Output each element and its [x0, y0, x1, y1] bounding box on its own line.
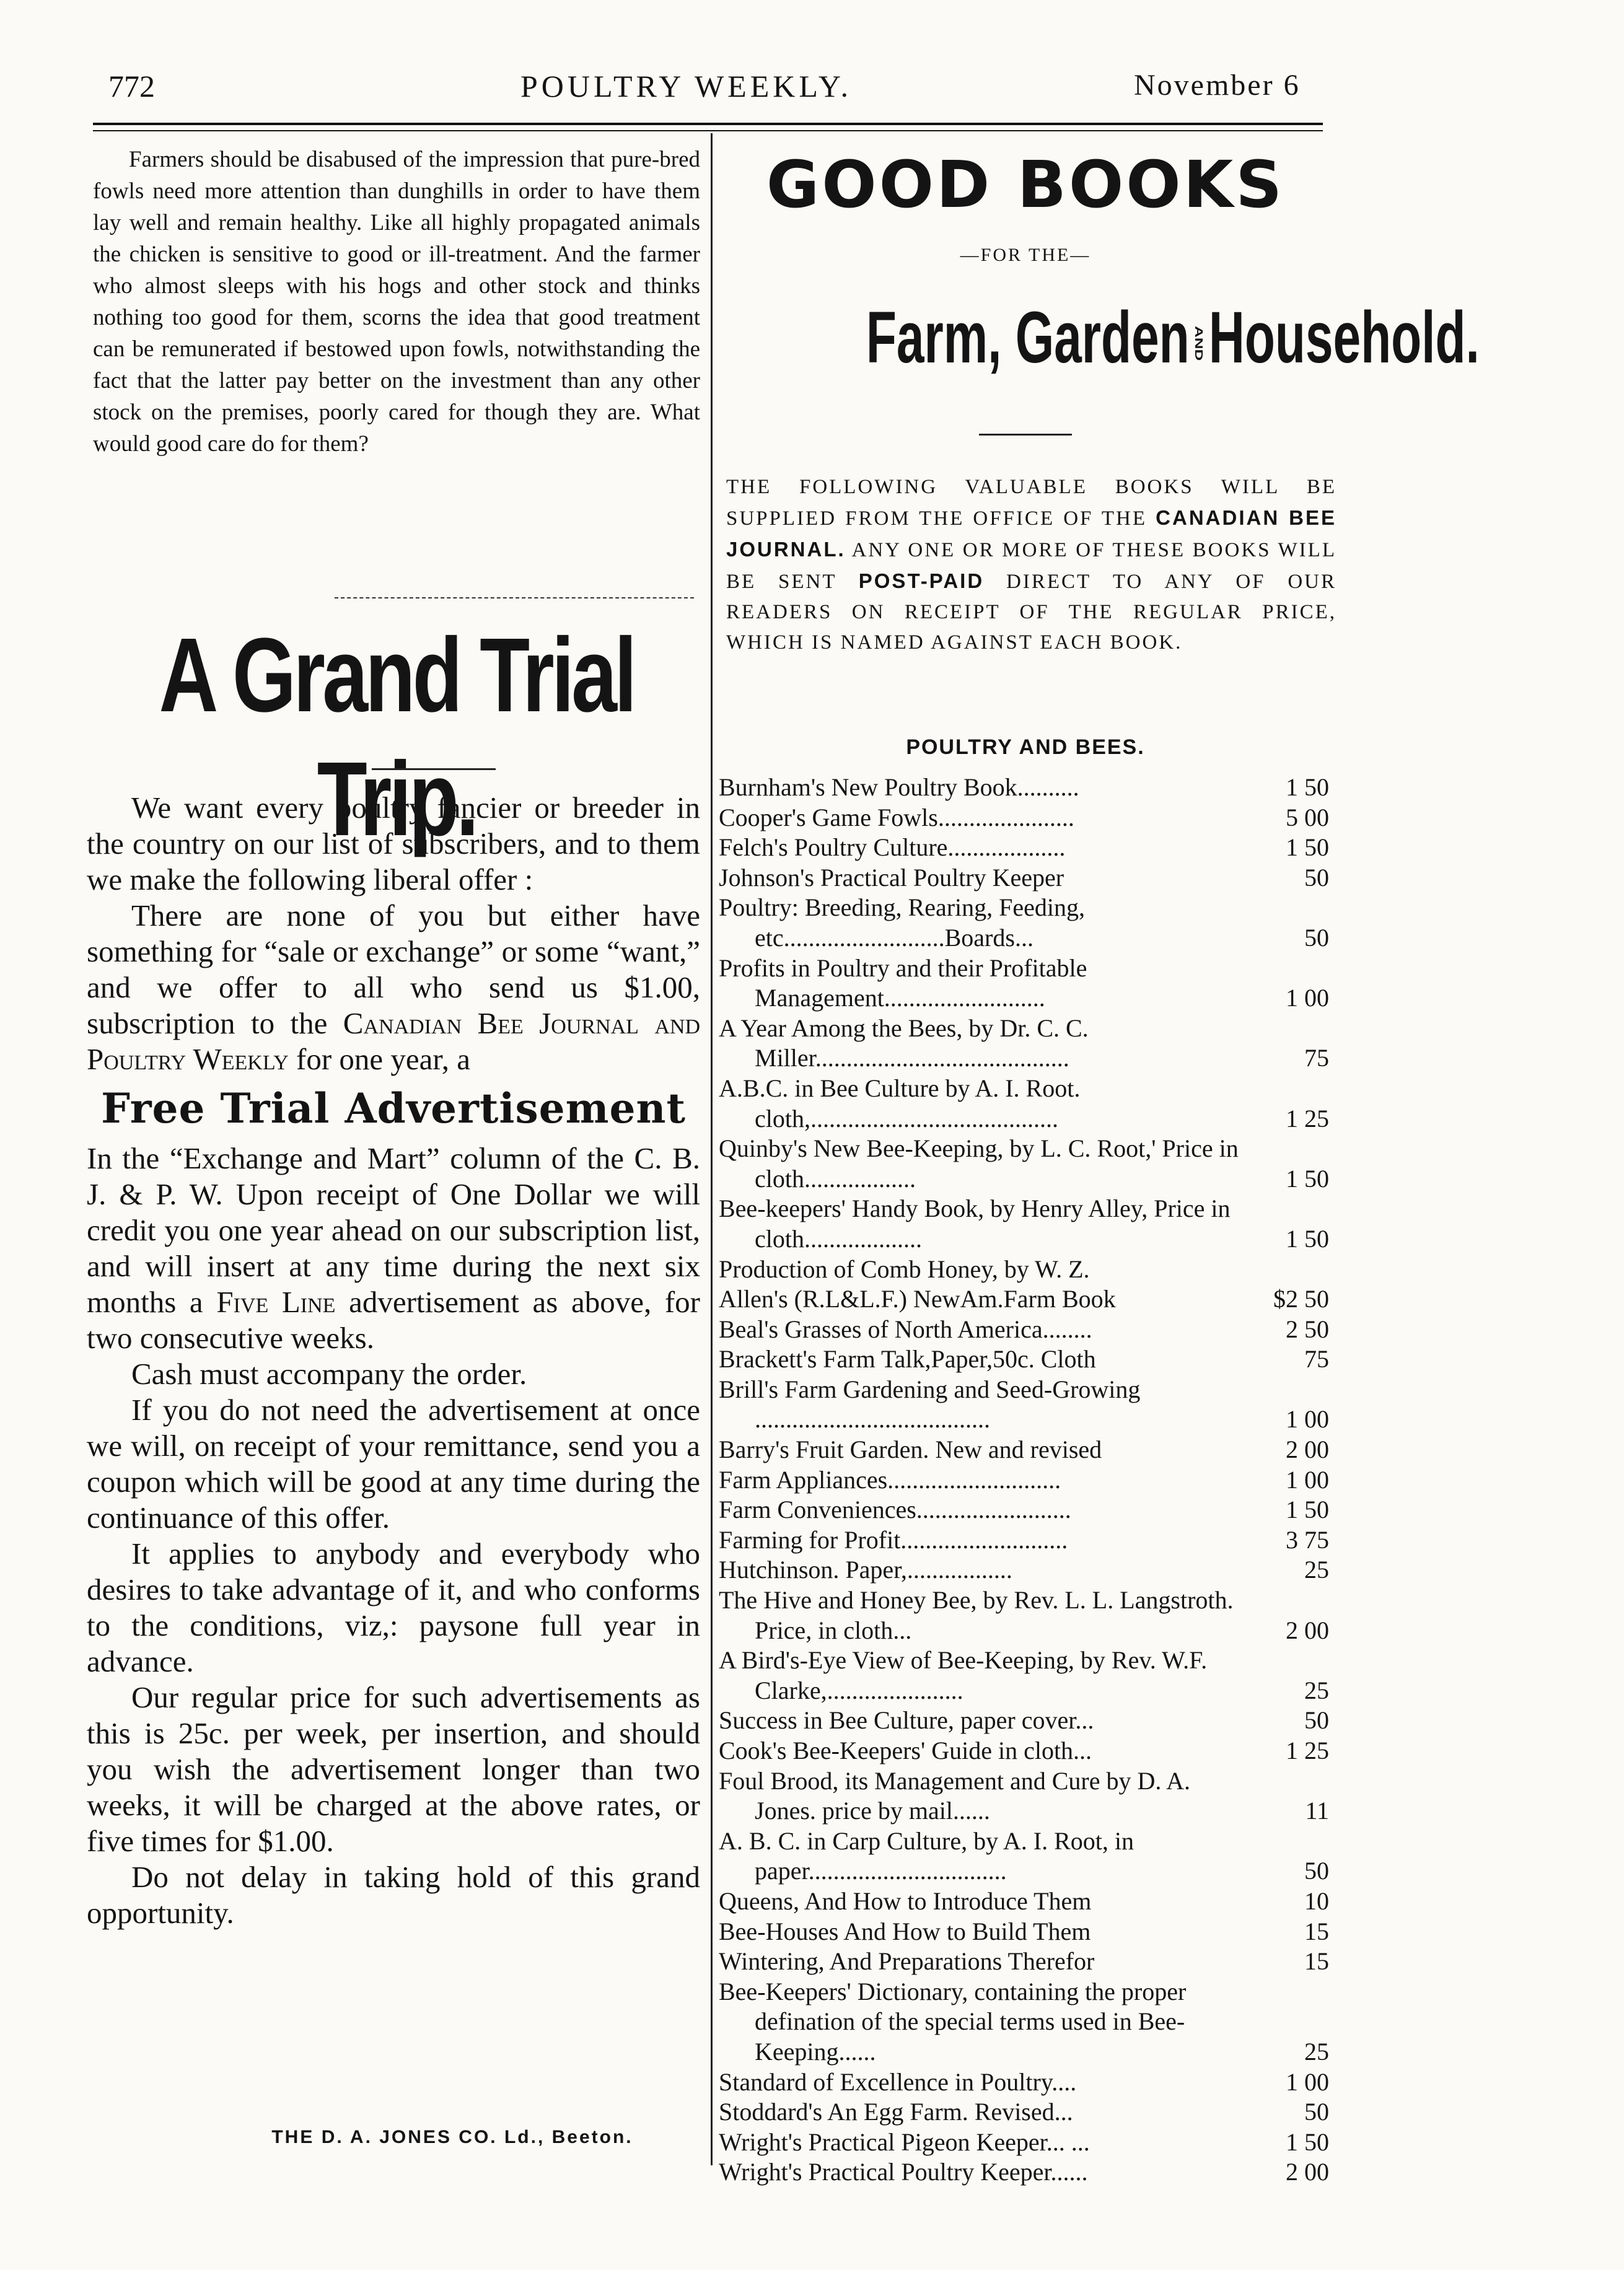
book-list-item — [719, 1344, 1329, 1375]
book-price: 1 50 — [1286, 1224, 1329, 1253]
offer-paragraph-8: Do not delay in taking hold of this grand opportunity. — [87, 1860, 700, 1930]
book-title: A.B.C. in Bee Culture by A. I. Root. cloth,........................................ — [719, 1074, 1081, 1133]
book-list-item — [719, 1917, 1329, 1947]
book-price: 25 — [1304, 1556, 1329, 1584]
book-price: 1 50 — [1286, 833, 1329, 862]
book-price: 1 50 — [1286, 773, 1329, 801]
farmers-article — [93, 144, 700, 460]
notice-post-paid: POST-PAID — [858, 569, 985, 592]
header-rule-thin — [93, 130, 1323, 131]
book-price: 25 — [1304, 1676, 1329, 1704]
book-list-item — [719, 1706, 1329, 1736]
farm-garden-text: Farm, Garden — [866, 297, 1190, 379]
book-list-item — [719, 1495, 1329, 1525]
book-title: Hutchinson. Paper,................. — [719, 1556, 1012, 1584]
book-list-item — [719, 833, 1329, 863]
offer-p2-end: for one year, a — [288, 1042, 470, 1076]
book-list-item — [719, 1435, 1329, 1465]
book-price: 75 — [1304, 1044, 1329, 1072]
book-title: Bee-keepers' Handy Book, by Henry Alley, Price in cloth................... — [719, 1194, 1231, 1253]
book-list-item — [719, 1826, 1329, 1887]
book-price: 25 — [1304, 2037, 1329, 2066]
for-the-subheading: —FOR THE— — [960, 245, 1091, 265]
five-line-text: Five Line — [216, 1285, 336, 1319]
notice-text-2: ANY ONE OR MORE OF THESE BOOKS WILL BE SENT — [726, 539, 1337, 593]
book-title: The Hive and Honey Bee, by Rev. L. L. Langstroth. Price, in cloth... — [719, 1586, 1234, 1644]
book-list-item — [719, 1014, 1329, 1074]
issue-date: November 6 — [1134, 69, 1301, 102]
book-price: 2 50 — [1286, 1315, 1329, 1343]
book-list-item — [719, 1134, 1329, 1194]
book-title: Beal's Grasses of North America........ — [719, 1315, 1092, 1343]
offer-p3-text: In the “Exchange and Mart” column of the C. B. J. & P. W. Upon receipt of One Dollar we will credit you one year ahead on our subscription list, and will insert at any time during the next six months a — [87, 1141, 700, 1319]
household-text: Household. — [1208, 297, 1480, 379]
book-title: Allen's (R.L&L.F.) NewAm.Farm Book — [719, 1285, 1116, 1313]
book-title: Bee-Keepers' Dictionary, containing the proper defination of the special terms used in Bee-Keeping...... — [719, 1977, 1187, 2066]
offer-paragraph-4: Cash must accompany the order. — [131, 1357, 527, 1391]
farm-garden-household-heading — [722, 291, 1480, 384]
offer-paragraph-6: It applies to anybody and everybody who desires to take advantage of it, and who conforms to the conditions, viz,: paysone full year in advance. — [87, 1536, 700, 1678]
headline-rule — [372, 768, 496, 770]
book-list-item — [719, 2128, 1329, 2158]
offer-p2-text: There are none of you but either have something for “sale or exchange” or some “want,” and we offer to all who send us $1.00, subscription to the — [87, 898, 700, 1040]
book-list-item — [719, 953, 1329, 1014]
book-list-item — [719, 2067, 1329, 2098]
book-list-item — [719, 1525, 1329, 1556]
book-list-item — [719, 893, 1329, 953]
book-price: 5 00 — [1286, 803, 1329, 831]
page-number: 772 — [108, 69, 155, 103]
book-title: Brackett's Farm Talk,Paper,50c. Cloth — [719, 1345, 1096, 1374]
book-list-item — [719, 1646, 1329, 1706]
offer-paragraph-2 — [87, 898, 700, 1077]
book-title: A. B. C. in Carp Culture, by A. I. Root, in paper................................ — [719, 1826, 1134, 1885]
book-title: Farm Appliances............................ — [719, 1465, 1061, 1494]
book-title: Wright's Practical Pigeon Keeper... ... — [719, 2128, 1090, 2156]
book-title: Burnham's New Poultry Book.......... — [719, 773, 1079, 801]
book-list-item — [719, 1375, 1329, 1435]
publisher-imprint: THE D. A. JONES CO. Ld., Beeton. — [271, 2127, 633, 2147]
book-title: Bee-Houses And How to Build Them — [719, 1917, 1091, 1945]
book-price: $2 50 — [1273, 1285, 1329, 1313]
book-title: Brill's Farm Gardening and Seed-Growing ...................................... — [719, 1375, 1141, 1434]
book-price: 2 00 — [1286, 1616, 1329, 1644]
farmers-paragraph: Farmers should be disabused of the impression that pure-bred fowls need more attention than dunghills in order to have them lay well and remain healthy. Like all highly propagated animals the chicken is sensitive to good or ill-treatment. And the farmer who almost sleeps with his hogs and other stock and thinks nothing too good for them, scorns the idea that good treatment can be remunerated if bestowed upon fowls, notwithstanding the fact that the latter pay better on the investment than any other stock on the premises, poorly cared for though they are. What would good care do for them? — [93, 147, 700, 457]
book-list-item — [719, 1977, 1329, 2067]
free-trial-heading: Free Trial Advertisement — [101, 1084, 686, 1133]
book-price: 1 50 — [1286, 2128, 1329, 2156]
book-title: Foul Brood, its Management and Cure by D. A. Jones. price by mail...... — [719, 1766, 1191, 1825]
book-list-item — [719, 1465, 1329, 1496]
article-separator — [335, 597, 694, 598]
category-heading: POULTRY AND BEES. — [906, 735, 1145, 759]
grand-trial-headline: A Grand Trial Trip. — [159, 616, 634, 858]
book-price: 50 — [1304, 863, 1329, 892]
book-list-item — [719, 863, 1329, 893]
trial-offer-article — [87, 790, 700, 1931]
offer-p3-end: advertisement as above, for two consecutive weeks. — [87, 1285, 700, 1355]
book-price: 50 — [1304, 1857, 1329, 1885]
header-rule — [93, 123, 1323, 125]
and-small-text: AND — [1193, 325, 1206, 361]
book-price: 15 — [1304, 1917, 1329, 1945]
book-price: 1 50 — [1286, 1496, 1329, 1524]
book-title: Profits in Poultry and their Profitable Management.......................... — [719, 953, 1087, 1012]
notice-journal: CANADIAN BEE JOURNAL. — [726, 506, 1337, 561]
book-price: 2 00 — [1286, 2158, 1329, 2186]
offer-paragraph-5: If you do not need the advertisement at once we will, on receipt of your remittance, send you a coupon which will be good at any time during the continuance of this offer. — [87, 1393, 700, 1535]
book-list-item — [719, 1585, 1329, 1646]
offer-paragraph-7: Our regular price for such advertisements as this is 25c. per week, per insertion, and should you wish the advertisement longer than two weeks, it will be charged at the above rates, or five times for $1.00. — [87, 1680, 700, 1858]
offer-paragraph-1: We want every poultry fancier or breeder in the country on our list of subscribers, and to them we make the following liberal offer : — [87, 791, 700, 896]
book-title: Cook's Bee-Keepers' Guide in cloth... — [719, 1737, 1092, 1764]
book-list-item — [719, 1074, 1329, 1134]
book-title: Queens, And How to Introduce Them — [719, 1887, 1092, 1915]
book-list-item — [719, 1194, 1329, 1254]
book-list-item — [719, 1255, 1329, 1285]
book-list-item — [719, 773, 1329, 803]
book-title: Felch's Poultry Culture................... — [719, 833, 1066, 862]
book-list — [719, 773, 1329, 2188]
book-list-item — [719, 1315, 1329, 1345]
book-title: Barry's Fruit Garden. New and revised — [719, 1435, 1102, 1464]
book-price: 1 25 — [1286, 1104, 1329, 1133]
book-title: Farming for Profit........................... — [719, 1525, 1068, 1554]
book-price: 50 — [1304, 2098, 1329, 2126]
heading-rule — [979, 434, 1072, 436]
book-list-item — [719, 1555, 1329, 1585]
farm-heading-inner — [866, 291, 1480, 384]
book-price: 11 — [1305, 1797, 1329, 1825]
book-title: Wright's Practical Poultry Keeper...... — [719, 2158, 1088, 2186]
book-title: Poultry: Breeding, Rearing, Feeding, etc..........................Boards... — [719, 893, 1086, 952]
book-title: Stoddard's An Egg Farm. Revised... — [719, 2098, 1073, 2126]
book-price: 1 25 — [1286, 1737, 1329, 1764]
book-price: 50 — [1304, 1706, 1329, 1735]
journal-name: Canadian Bee Journal and Poultry Weekly — [87, 1006, 700, 1076]
book-list-item — [719, 2097, 1329, 2128]
book-list-item — [719, 2157, 1329, 2188]
book-title: Production of Comb Honey, by W. Z. — [719, 1255, 1090, 1283]
book-price: 1 00 — [1286, 1405, 1329, 1434]
offer-paragraph-3 — [87, 1141, 700, 1356]
book-title: Farm Conveniences......................... — [719, 1496, 1071, 1524]
book-list-item — [719, 1766, 1329, 1826]
book-price: 1 00 — [1286, 1465, 1329, 1494]
book-title: Standard of Excellence in Poultry.... — [719, 2067, 1077, 2096]
notice-text-1: THE FOLLOWING VALUABLE BOOKS WILL BE SUPPLIED FROM THE OFFICE OF THE — [726, 476, 1337, 530]
book-price: 1 00 — [1286, 984, 1329, 1012]
book-list-item — [719, 1284, 1329, 1315]
book-price: 15 — [1304, 1947, 1329, 1976]
book-list-item — [719, 1736, 1329, 1766]
book-title: A Bird's-Eye View of Bee-Keeping, by Rev. W.F. Clarke,...................... — [719, 1646, 1208, 1704]
book-price: 1 50 — [1286, 1164, 1329, 1193]
book-title: Wintering, And Preparations Therefor — [719, 1947, 1095, 1976]
book-list-item — [719, 803, 1329, 833]
book-title: A Year Among the Bees, by Dr. C. C. Miller......................................... — [719, 1014, 1089, 1072]
publication-title: POULTRY WEEKLY. — [520, 69, 853, 103]
good-books-heading: GOOD BOOKS — [766, 147, 1285, 222]
notice-text-3: DIRECT TO ANY OF OUR READERS ON RECEIPT OF THE REGULAR PRICE, WHICH IS NAMED AGAINST EACH BOOK. — [726, 571, 1337, 654]
book-title: Johnson's Practical Poultry Keeper — [719, 863, 1064, 892]
book-title: Success in Bee Culture, paper cover... — [719, 1706, 1094, 1735]
book-title: Quinby's New Bee-Keeping, by L. C. Root,' Price in cloth.................. — [719, 1134, 1239, 1193]
book-price: 3 75 — [1286, 1525, 1329, 1554]
column-divider — [711, 133, 713, 2165]
book-price: 2 00 — [1286, 1435, 1329, 1464]
book-list-item — [719, 1887, 1329, 1917]
book-list-item — [719, 1947, 1329, 1977]
book-price: 50 — [1304, 923, 1329, 952]
book-price: 1 00 — [1286, 2067, 1329, 2096]
book-price: 10 — [1304, 1887, 1329, 1915]
books-notice — [726, 472, 1337, 658]
book-title: Cooper's Game Fowls...................... — [719, 803, 1074, 831]
book-price: 75 — [1304, 1345, 1329, 1374]
